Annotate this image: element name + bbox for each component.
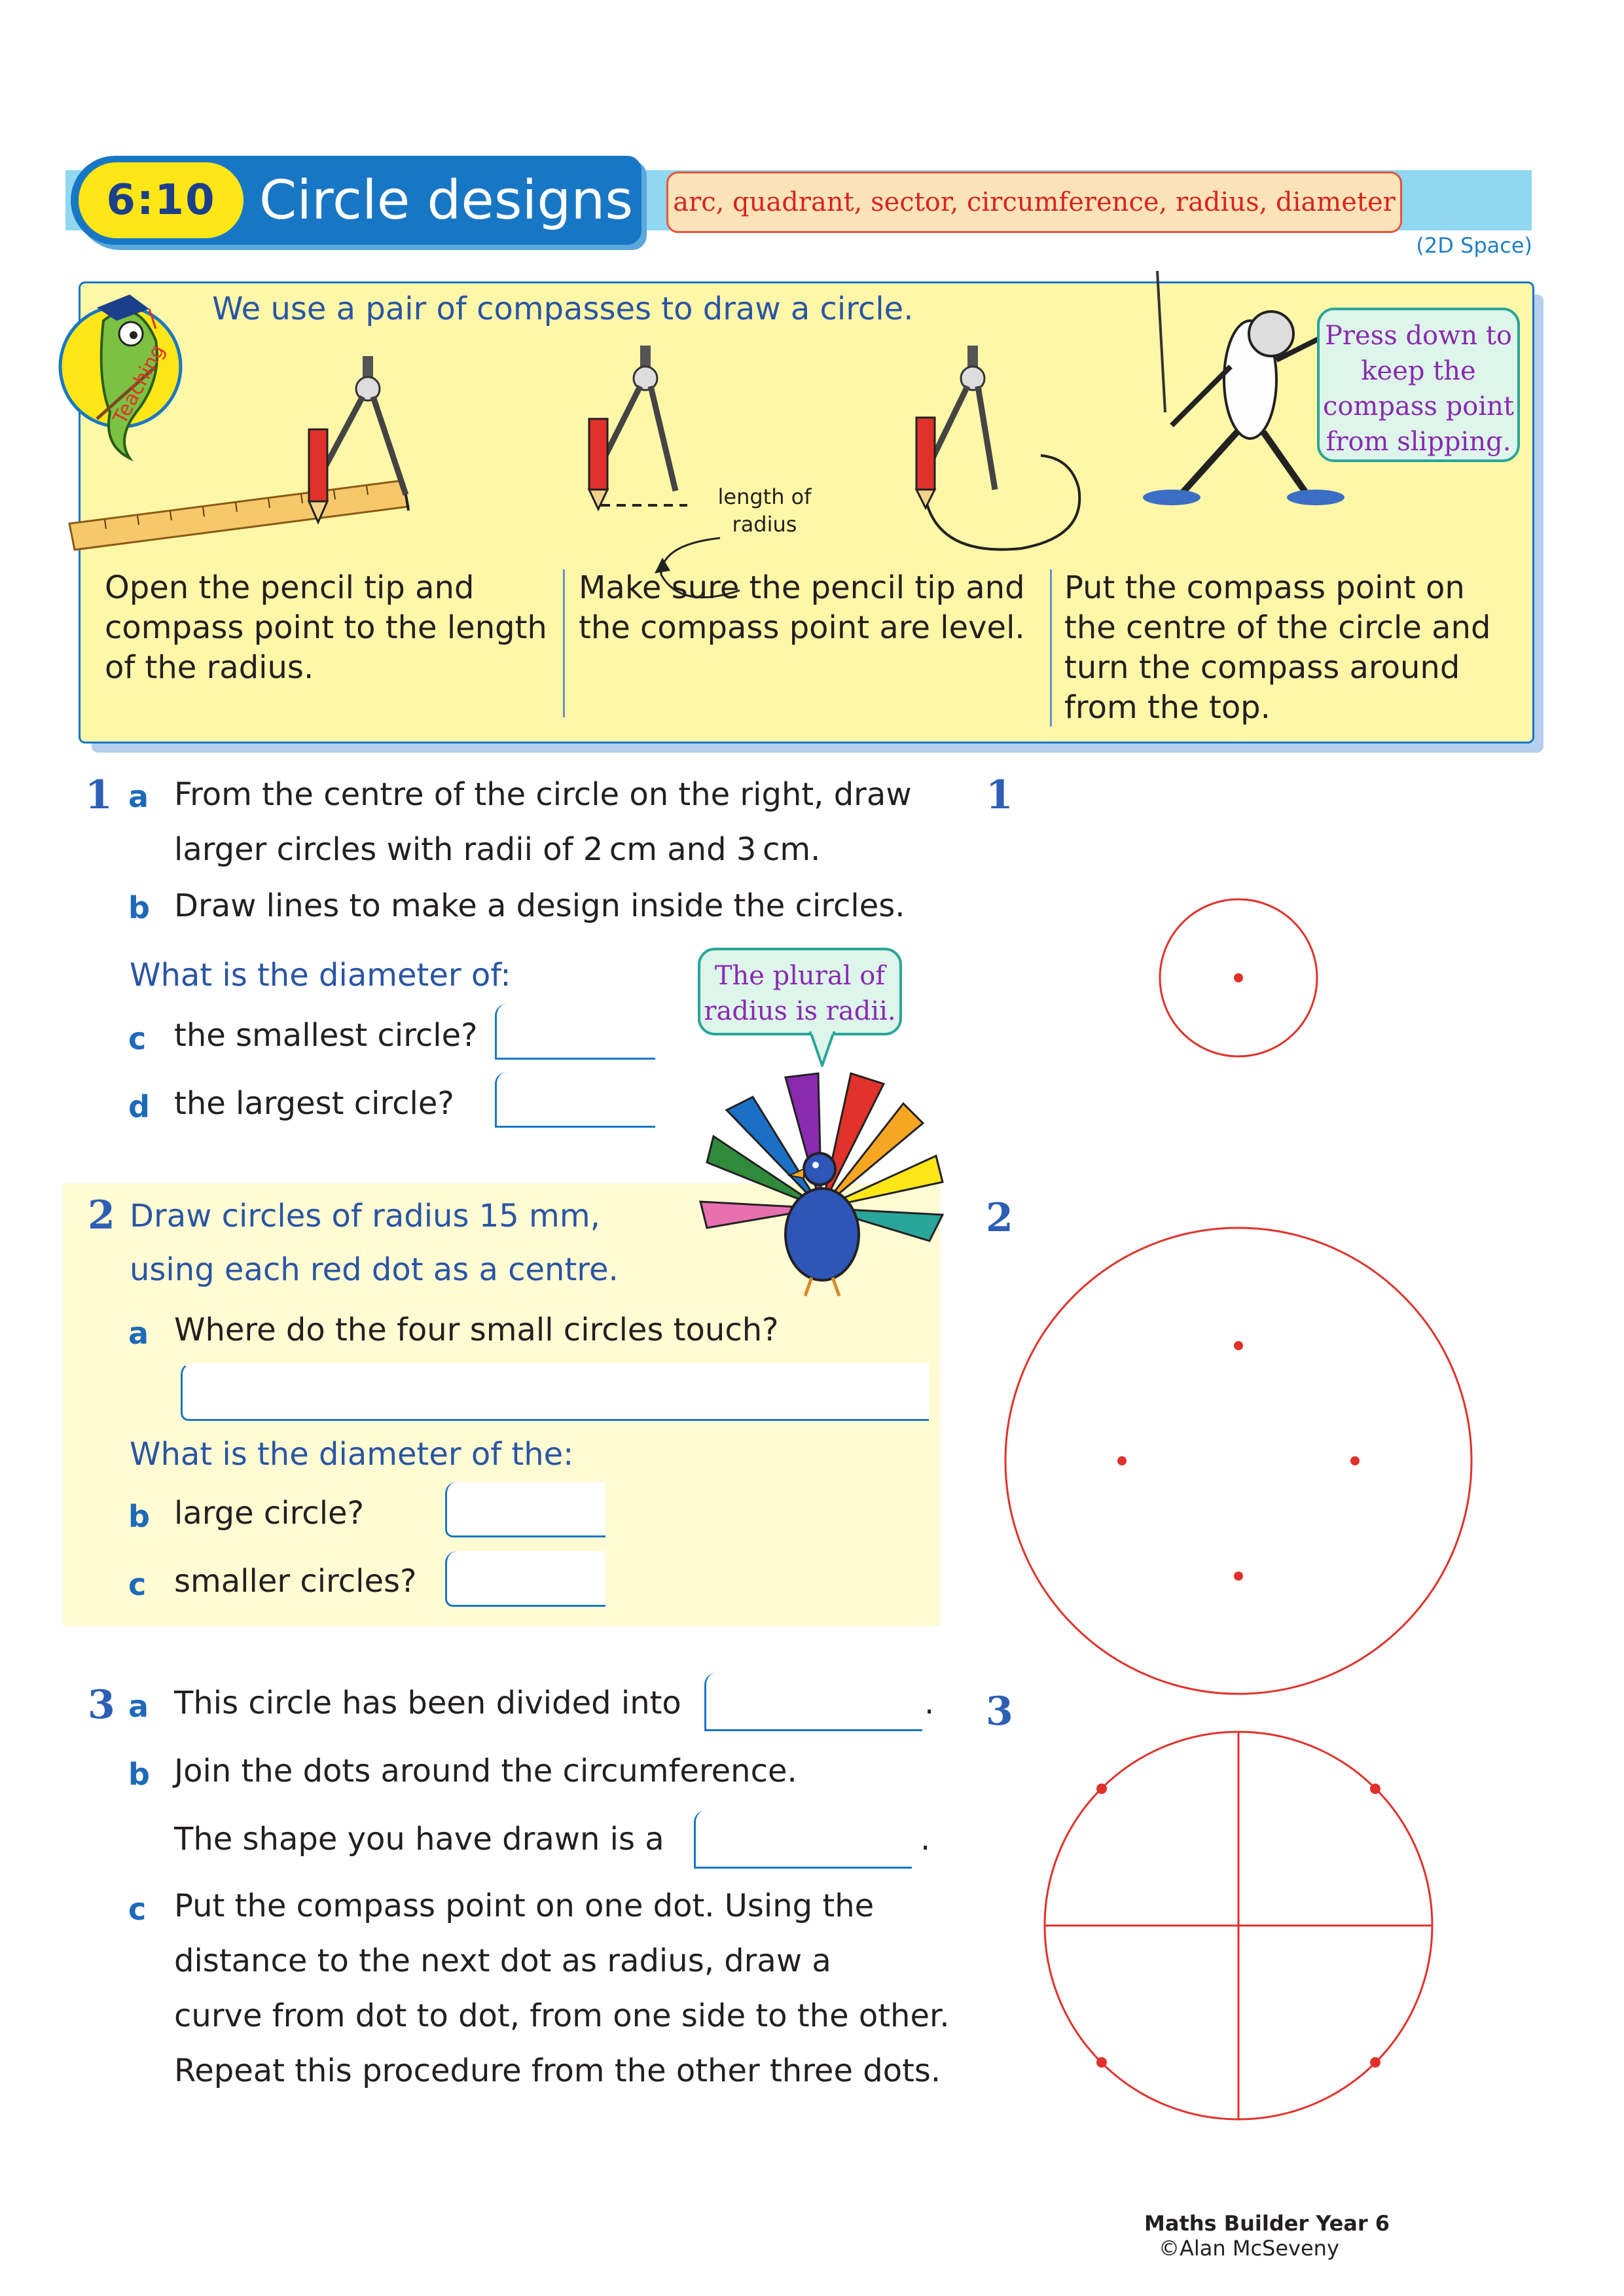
q3c-line: Repeat this procedure from the other three dots. (174, 2053, 941, 2089)
radii-bubble: The plural of radius is radii. (698, 948, 902, 1035)
teaching-intro: We use a pair of compasses to draw a circle. (212, 291, 914, 327)
red-dot (1234, 1341, 1243, 1350)
circumference-dot (1370, 2057, 1380, 2068)
part-letter: d (128, 1089, 150, 1124)
diagram-number: 3 (986, 1689, 1013, 1734)
q1c-text: the smallest circle? (174, 1017, 478, 1054)
q3a-text: This circle has been divided into (174, 1685, 681, 1721)
q3c-line: curve from dot to dot, from one side to the other. (174, 1998, 950, 2034)
circumference-dot (1096, 1784, 1107, 1794)
part-letter: c (128, 1021, 147, 1056)
compass-tip-bubble: Press down to keep the compass point from slipping. (1317, 308, 1520, 462)
q1d-text: the largest circle? (174, 1085, 454, 1122)
page-title: Circle designs (259, 169, 634, 232)
question-number: 3 (88, 1682, 115, 1728)
part-letter: a (128, 779, 149, 814)
q1c-answer-box[interactable] (495, 1004, 655, 1060)
diagram-3 (1045, 1732, 1432, 2119)
column-divider (1050, 569, 1052, 726)
q1-diameter-heading: What is the diameter of: (130, 957, 511, 994)
q2-diameter-heading: What is the diameter of the: (130, 1436, 574, 1473)
teaching-badge-label: Teaching (109, 340, 170, 428)
q3a-answer-box[interactable] (704, 1673, 922, 1731)
part-letter: c (128, 1567, 147, 1602)
q3a-period: . (924, 1685, 935, 1721)
question-number: 2 (88, 1193, 115, 1238)
step-3-text: Put the compass point on the centre of the circle and turn the compass around from the top. (1064, 569, 1491, 726)
bubble-tail (809, 1031, 835, 1067)
q1a-text-line2: larger circles with radii of 2 cm and 3 cm. (174, 831, 821, 868)
teaching-badge (98, 327, 183, 432)
q3b-text2: The shape you have drawn is a (174, 1821, 664, 1857)
footer-book-title: Maths Builder Year 6 (1144, 2211, 1390, 2236)
compass-icon (577, 340, 695, 517)
part-letter: b (128, 1757, 150, 1792)
circumference-dot (1370, 1784, 1380, 1794)
strand-label: (2D Space) (1416, 233, 1532, 258)
q2a-answer-box[interactable] (181, 1363, 929, 1421)
pencil-icon (916, 418, 935, 490)
column-divider (563, 569, 565, 717)
lesson-number: 6:10 (79, 162, 244, 238)
diagram-number: 2 (986, 1195, 1013, 1241)
q2-instruction-line2: using each red dot as a centre. (130, 1251, 619, 1288)
vocabulary-box: arc, quadrant, sector, circumference, radius, diameter (666, 171, 1402, 233)
centre-dot (1234, 973, 1243, 982)
q2b-text: large circle? (174, 1495, 365, 1532)
q1d-answer-box[interactable] (495, 1072, 655, 1128)
q3b-period: . (920, 1821, 931, 1857)
part-letter: b (128, 1499, 150, 1534)
circle-diagrams (995, 851, 1532, 2160)
diagram-1 (1160, 899, 1317, 1056)
q3b-text: Join the dots around the circumference. (174, 1753, 797, 1789)
part-letter: b (128, 890, 150, 925)
red-dot (1234, 1571, 1243, 1581)
length-of-radius-label: length of radius (717, 484, 812, 537)
large-circle (1005, 1228, 1471, 1694)
q2b-answer-box[interactable] (445, 1482, 605, 1537)
pencil-icon (589, 419, 607, 490)
red-dot (1117, 1456, 1127, 1465)
part-letter: a (128, 1689, 149, 1724)
part-letter: c (128, 1892, 147, 1927)
q3b-answer-box[interactable] (694, 1810, 912, 1869)
q2a-text: Where do the four small circles touch? (174, 1312, 779, 1348)
diagram-2 (1005, 1228, 1471, 1694)
part-letter: a (128, 1316, 149, 1351)
red-dot (1350, 1456, 1360, 1465)
q1a-text-line1: From the centre of the circle on the right, draw (174, 776, 912, 813)
q2-instruction-line1: Draw circles of radius 15 mm, (130, 1198, 600, 1234)
q3c-line: Put the compass point on one dot. Using the (174, 1888, 875, 1924)
q2c-text: smaller circles? (174, 1563, 417, 1600)
q2c-answer-box[interactable] (445, 1551, 605, 1607)
q1b-text: Draw lines to make a design inside the circles. (174, 888, 905, 924)
peacock-icon (687, 1071, 956, 1300)
step-1-text: Open the pencil tip and compass point to the length of the radius. (105, 569, 547, 686)
question-number: 1 (85, 772, 113, 818)
q3c-line: distance to the next dot as radius, draw a (174, 1943, 831, 1979)
step-2-text: Make sure the pencil tip and the compass point are level. (579, 569, 1025, 646)
circumference-dot (1096, 2057, 1107, 2068)
diagram-number: 1 (986, 772, 1013, 818)
footer-copyright: ©Alan McSeveny (1159, 2236, 1339, 2261)
pencil-icon (309, 429, 327, 501)
compass-icon (897, 340, 1093, 556)
compass-icon (295, 351, 412, 528)
